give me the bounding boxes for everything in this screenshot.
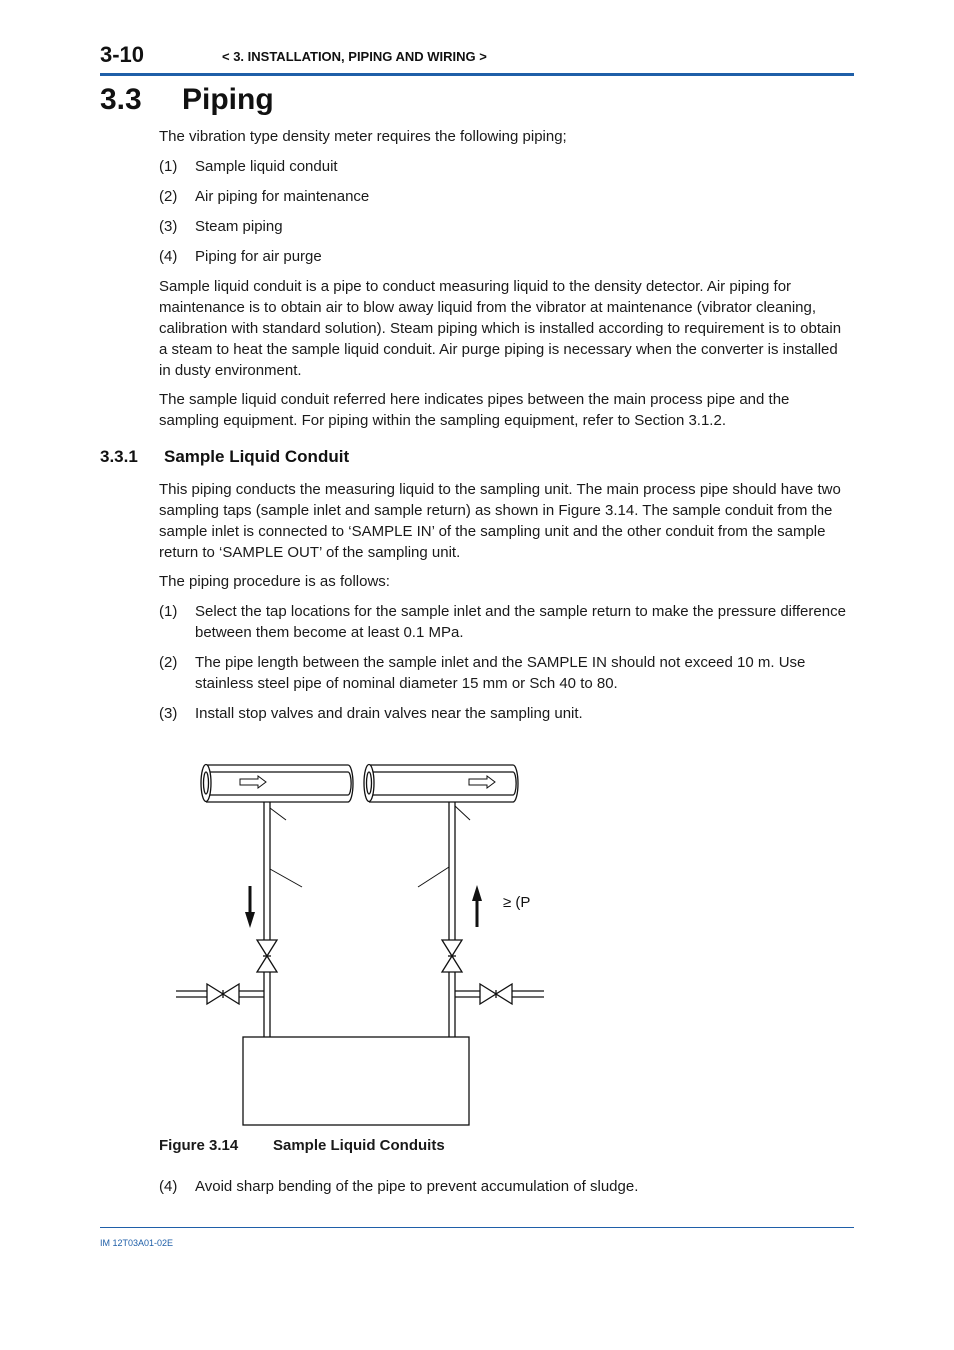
section-intro: The vibration type density meter requires the following piping; [159, 128, 567, 145]
section-heading [100, 83, 274, 117]
flow-arrow-icon [469, 776, 495, 788]
footer-rule [100, 1227, 854, 1228]
sample-return-conduit [418, 802, 470, 1037]
procedure-step [159, 703, 853, 724]
list-item [159, 216, 853, 237]
drain-valve-right-icon [480, 984, 512, 1004]
section-number: 3.3 [100, 83, 142, 116]
sampling-unit-box [243, 1037, 469, 1125]
procedure-step [159, 601, 853, 643]
list-item-text: Air piping for maintenance [195, 188, 370, 205]
figure-caption [159, 1137, 445, 1154]
section-paragraph-2: The sample liquid conduit referred here indicates pipes between the main process pipe and the sampling equipment. For piping within the sampling equipment, refer to Section 3.1.2. [159, 391, 790, 429]
list-item [159, 156, 853, 177]
section-title: Piping [182, 83, 274, 116]
flow-arrow-icon [240, 776, 266, 788]
list-item-number: (1) [159, 158, 178, 175]
page-number: 3-10 [100, 42, 145, 67]
subsection-title: Sample Liquid Conduit [164, 447, 350, 466]
step-text: Avoid sharp bending of the pipe to prevent accumulation of sludge. [195, 1178, 639, 1195]
main-pipe-right [364, 765, 518, 803]
chapter-title: < 3. INSTALLATION, PIPING AND WIRING > [222, 49, 487, 64]
list-item-number: (4) [159, 248, 178, 265]
procedure-step [159, 652, 853, 694]
subsection-paragraph-2: The piping procedure is as follows: [159, 573, 390, 590]
step-text: Select the tap locations for the sample inlet and the sample return to make the pressure difference between them become at least 0.1 MPa. [195, 603, 846, 641]
sample-inlet-conduit [264, 802, 302, 1037]
stop-valve-right-icon [442, 940, 462, 972]
step-number: (4) [159, 1178, 178, 1195]
section-paragraph-1: Sample liquid conduit is a pipe to conduct measuring liquid to the density detector. Air piping for maintenance is to obtain air to blow away liquid from the vibrator at maintenance (vibrator cleaning, calibration with standard solution). Steam piping which is installed according to requirement is to obtain a steam to heat the sample liquid conduit. Air purge piping is necessary when the converter is installed in dusty environment. [159, 278, 842, 379]
header-rule [100, 73, 854, 76]
pressure-annotation: ≥ (P [503, 894, 531, 911]
list-item-number: (3) [159, 218, 178, 235]
up-arrow-icon [472, 885, 482, 927]
step-number: (2) [159, 654, 178, 671]
list-item-text: Piping for air purge [195, 248, 322, 265]
list-item-number: (2) [159, 188, 178, 205]
figure-label: Figure 3.14 [159, 1137, 239, 1154]
procedure-step [159, 1176, 853, 1197]
sample-liquid-conduits-diagram [160, 750, 560, 1132]
subsection-number: 3.3.1 [100, 447, 138, 466]
step-number: (3) [159, 705, 178, 722]
subsection-paragraph-1: This piping conducts the measuring liquid to the sampling unit. The main process pipe should have two sampling taps (sample inlet and sample return) as shown in Figure 3.14. The sample conduit from the sample inlet is connected to ‘SAMPLE IN’ of the sampling unit and the other conduit from the sample return to ‘SAMPLE OUT’ of the sampling unit. [159, 481, 841, 561]
list-item [159, 246, 853, 267]
list-item [159, 186, 853, 207]
figure-title: Sample Liquid Conduits [273, 1137, 445, 1154]
down-arrow-icon [245, 886, 255, 928]
step-number: (1) [159, 603, 178, 620]
drain-valve-left-icon [207, 984, 239, 1004]
list-item-text: Sample liquid conduit [195, 158, 338, 175]
document-id: IM 12T03A01-02E [100, 1238, 174, 1248]
step-text: Install stop valves and drain valves near the sampling unit. [195, 705, 583, 722]
main-pipe-left [201, 765, 353, 803]
step-text: The pipe length between the sample inlet and the SAMPLE IN should not exceed 10 m. Use stainless steel pipe of nominal diameter 15 mm or Sch 40 to 80. [195, 654, 806, 692]
list-item-text: Steam piping [195, 218, 283, 235]
subsection-heading [100, 447, 349, 467]
stop-valve-left-icon [257, 940, 277, 972]
